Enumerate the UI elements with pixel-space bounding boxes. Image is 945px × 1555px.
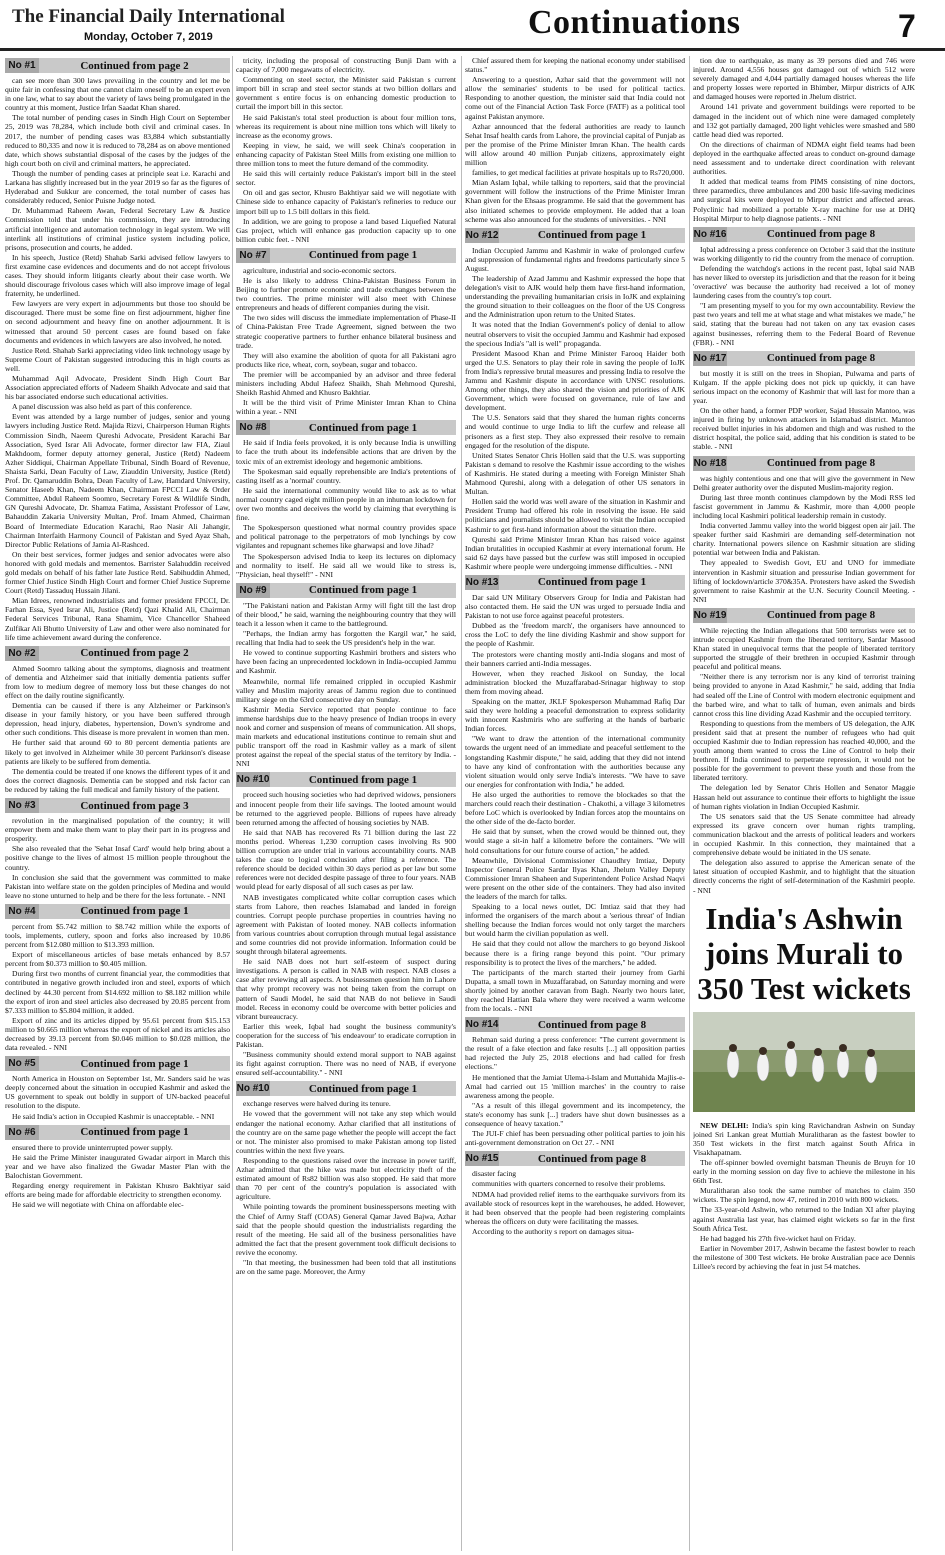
article-paragraph: disaster facing xyxy=(472,1169,517,1179)
article-paragraph: Kashmir Media Service reported that people continue to face immense hardships due to the heavy presence of Indian troops in every nook and corner and suspension of means of communication. All shops, main markets and educational institutions continue to remain shut and public transport off the road in Kashmir valley as a mark of silent protest against the repeal of the special status of the territory by India. - NNI xyxy=(236,704,456,769)
photo-outfield xyxy=(693,1072,915,1112)
article-paragraph: Dar said UN Military Observers Group for India and Pakistan had also contacted them. He said the UN was urged to persuade India and Pakistan to not use force against peaceful protesters. xyxy=(465,592,685,621)
article-paragraph: communities with quarters concerned to resolve their problems. xyxy=(472,1179,666,1189)
story-number: No #3 xyxy=(5,798,39,813)
continued-from-label: Continued from page 1 xyxy=(537,229,647,242)
continued-from-label: Continued from page 8 xyxy=(766,609,876,622)
article-paragraph: On their best services, former judges and senior advocates were also honored with gold medals and mementos. Barrister Salahuddin received gold medals on behalf of his father late Justice Retd. Sabihuddin Ahmed, former Chief Justice Sindh High Court and former Chief Justice Supreme Court (Retd) Tassaduq Hussain Jilani. xyxy=(5,549,230,596)
article-paragraph: India converted Jammu valley into the world biggest open air jail. The speaker further said Kashmiri are demanding self-determination not charity. International powers silence on Kashmir situation are sliding potential war between India and Pakistan. xyxy=(693,521,915,558)
continued-from-label: Continued from page 1 xyxy=(308,421,418,434)
article-paragraph: On the other hand, a former PDP worker, Sajad Hussain Mantoo, was injured in firing by unknown attackers in Islamabad district. Mantoo received bullet injuries in his abdomen and thigh and was rushed to the district hospital, the police said, adding that his condition is stated to be stable. - NNI xyxy=(693,406,915,452)
continued-from-label: Continued from page 1 xyxy=(80,905,189,918)
masthead-rule xyxy=(0,48,945,51)
stories-container xyxy=(693,56,915,895)
column-3 xyxy=(465,56,685,1551)
continuation-header xyxy=(236,248,456,263)
continued-from-label: Continued from page 1 xyxy=(80,1057,189,1070)
story-number: No #15 xyxy=(465,1153,499,1165)
article-paragraph: can see more than 300 laws prevailing in the country and let me be quite fair in confessing that one cannot claim oneself to be an expert even in one law, what to say about the variety of laws being promulgated in the country at this moment, Justice Irfan Saadat Khan shared. xyxy=(5,76,230,113)
article-paragraph: The dementia could be treated if one knows the different types of it and does the correct diagnosis. Dementia can be stopped and risk factor can be reduced by taking the full medical and family history of the patient. xyxy=(5,766,230,794)
article-paragraph: He said the international community would like to ask as to what normal country caged eight million people in an inhuman lockdown for over two months and deceives the world by claiming that everything is fine. xyxy=(236,485,456,523)
continued-from-label: Continued from page 1 xyxy=(537,576,647,589)
article-paragraph: They will also examine the abolition of quota for all Pakistani agro products like rice, wheat, corn, soybean, sugar and tobacco. xyxy=(236,350,456,369)
article-continuation xyxy=(5,646,230,794)
article-paragraph: "We want to draw the attention of the international community towards the urgent need of an immediate and peaceful settlement to the longstanding Kashmir dispute," he said, adding that they did not intend to have any kind of confrontation with the authorities because any violent situation would only serve India's interests. "We have to save our energies for confrontation with India," he added. xyxy=(465,734,685,789)
article-continuation xyxy=(236,1081,456,1276)
article-paragraph: Dubbed as the 'freedom march', the organisers have announced to cross the LoC to defy the line dividing Kashmir and show support for the people of Kashmir. xyxy=(465,621,685,649)
article-paragraph: While pointing towards the prominent businesspersons meeting with the Chief of Army Staff (COAS) General Qamar Javed Bajwa, Azhar said that the people should question the industrialists regarding the result of the meeting. He said all of the business personalities have admitted the fact that the present government took difficult decisions to revive the economy. xyxy=(236,1202,456,1257)
article-paragraph: During first two months of current financial year, the commodities that contributed in negative growth included iron and steel, exports of which declined by 44.30 percent from $14.692 million to $8.182 million while the export of iron and steel articles also decreased by 20.85 percent from $7.333 million to $5.804 million, it added. xyxy=(5,969,230,1015)
story-number: No #18 xyxy=(693,457,727,469)
continued-from-label: Continued from page 8 xyxy=(537,1152,647,1165)
continuation-header xyxy=(5,1056,230,1071)
article-continuation xyxy=(465,56,685,224)
article-paragraph: tion due to earthquake, as many as 39 persons died and 746 were injured. Around 4,556 houses got damaged out of which 512 were severely damaged and 4,044 partially damaged houses whereas the life and property losses were reported in Bhimber, Mirpur districts of AJK and damaged houses were reported in Jhelum district. xyxy=(693,56,915,102)
article-continuation xyxy=(5,58,230,642)
column-divider xyxy=(689,56,690,1551)
article-paragraph: Export of miscellaneous articles of base metals enhanced by 8.57 percent from $0.373 million to $0.405 million. xyxy=(5,950,230,969)
continuation-header xyxy=(5,904,230,919)
story-number: No #14 xyxy=(465,1019,499,1031)
article-paragraph: The Spokesperson questioned what normal country provides space and political patronage to the perpetrators of mob lynchings by cow vigilantes and repugnant schemes like gharwapsi and love Jihad? xyxy=(236,523,456,551)
article-paragraph: During last three month continues clampdown by the Modi RSS led fascist government in Jammu & Kashmir, more than 4,000 people including local Kashmiri political leadership remain in custody. xyxy=(693,492,915,520)
feature-story xyxy=(693,901,915,1272)
article-paragraph: It was noted that the Indian Government's policy of denial to allow neutral observers to visit the occupied Jammu and Kashmir had exposed the specious India's "all is well" propaganda. xyxy=(465,320,685,348)
article-paragraph: "I am presenting myself to you for my own accountability. Review the past two years and tell me at what stage and what mistakes we made," he said, stating that the bureau had not taken on any tax evasion cases against businesses, referring them to the Federal Board of Revenue (FBR). - NNI xyxy=(693,301,915,347)
article-paragraph: Qureshi said Prime Minister Imran Khan has raised voice against Indian brutalities in occupied Kashmir at every international forum. He said 62 days have passed but the curfew was still imposed in occupied Kashmir where people were undergoing immense difficulties. - NNI xyxy=(465,534,685,571)
continued-from-label: Continued from page 2 xyxy=(80,647,189,660)
article-continuation xyxy=(693,351,915,452)
article-paragraph: NDMA had provided relief items to the earthquake survivors from its available stock of resources kept in the warehouses, he added. However, it had been observed that the people had been registering complaints whereas the officers on duty were facilitating the masses. xyxy=(465,1189,685,1226)
column-divider xyxy=(232,56,233,1551)
article-paragraph: The protestors were chanting mostly anti-India slogans and most of their banners carried anti-India messages. xyxy=(465,649,685,668)
story-number: No #6 xyxy=(5,1125,39,1140)
article-paragraph: He vowed to continue supporting Kashmiri brothers and sisters who have been facing an unprecedented lockdown in India-occupied Jammu and Kashmir. xyxy=(236,648,456,676)
continuation-header xyxy=(236,420,456,435)
article-paragraph: She also revealed that the 'Sehat Insaf Card' would help bring about a positive change to the lives of almost 15 million people throughout the country. xyxy=(5,844,230,872)
article-paragraph: Few lawyers are very expert in adjournments but those too should be discouraged. There must be some fine on first adjournment, higher fine on second adjournment and heavy fine on another adjournment. It is witnessed that around 50 percent cases are found based on fake documents and evidences in which lawyers are also involved, he noted. xyxy=(5,299,230,345)
story-number: No #8 xyxy=(236,420,270,435)
article-paragraph: "In that meeting, the businessmen had been told that all institutions are on the same page. Moreover, the Army xyxy=(236,1257,456,1277)
article-continuation xyxy=(693,56,915,223)
column-1 xyxy=(5,56,230,1551)
feature-paragraph: He had bagged his 27th five-wicket haul on Friday. xyxy=(700,1233,856,1243)
story-number: No #10 xyxy=(236,774,270,786)
article-paragraph: Responding to questions from the members of US delegation, the AJK president said that at present the number of refugees who had quit occupied Kashmir due to Indian repression has reached 40,000, and the youth among them wanted to cross the Line of Control to help their brethren. If India continued to perpetrate repression, it would not be possible for the government to prevent these youth and those from the liberated territory. xyxy=(693,718,915,783)
feature-body xyxy=(693,1121,915,1272)
article-paragraph: The participants of the march started their journey from Garhi Dupatta, a small town in Muzaffarabad, on Saturday morning and were shortly joined by another caravan from Bagh. Nearly two hours later, they reached Hattian Bala where they were received a warm welcome from the locals. - NNI xyxy=(465,967,685,1014)
article-paragraph: The U.S. Senators said that they shared the human rights concerns and would continue to urge India to lift the curfew and release all prisoners as a first step. They also expressed their resolve to remain engaged for the resolution of the dispute. xyxy=(465,413,685,450)
issue-date: Monday, October 7, 2019 xyxy=(84,31,213,43)
article-paragraph: "Neither there is any terrorism nor is any kind of terrorist training being provided to anyone in Azad Kashmir," he said, adding that India had sealed off the Line of Control with modern electronic equipment and the barbed wire, and what to talk of human, even animals and birds cannot cross this line dividing Azad Kashmir and the occupied territory. xyxy=(693,672,915,718)
article-continuation xyxy=(693,227,915,347)
article-continuation xyxy=(236,248,456,417)
article-paragraph: In his speech, Justice (Retd) Shahab Sarki advised fellow lawyers to first examine case evidences and documents and do not accept frivolous cases. They should inform litigants clearly about their case worth. We should discourage frivolous cases which will also improve image of legal fraternity, he underlined. xyxy=(5,252,230,299)
continuation-header xyxy=(465,1017,685,1032)
masthead xyxy=(0,0,945,48)
article-paragraph: Chief assured them for keeping the national economy under stabilised status." xyxy=(465,56,685,75)
article-paragraph: On the directions of chairman of NDMA eight field teams had been deployed in the earthquake affected areas to conduct on-ground damage need assessment and to undertake direct coordination with relevant authorities. xyxy=(693,139,915,177)
article-paragraph: President Masood Khan and Prime Minister Farooq Haider both urged the U.S. Senators to play their role in saving the people of IoJK from India's repressive brutal measures and pressing India to resolve the Jammu and Kashmir dispute in accordance with UNSC resolutions. Among other things, they also shared the vision and priorities of AJK Government, which were focused on governance, rule of law and development. xyxy=(465,348,685,413)
article-paragraph: The total number of pending cases in Sindh High Court on September 25, 2019 was 78,284, which include both civil and criminal cases. In 2017, the number of pending cases was 83,884 which substantially reduced to 80,335 and now it is reduced to 78,284 as on above mentioned date, which shows substantial disposal of the cases by the judges of the high court both on civil and criminal matters, he appreciated. xyxy=(5,113,230,168)
article-paragraph: but mostly it is still on the trees in Shopian, Pulwama and parts of Kulgam. If the apple picking does not pick up quickly, it can have serious impact on the economy of Kashmir that will last for more than a year. xyxy=(693,368,915,405)
article-continuation xyxy=(465,575,685,1013)
article-continuation xyxy=(5,798,230,900)
article-paragraph: The Spokesman said equally reprehensible are India's pretentions of casting itself as a 'normal' country. xyxy=(236,466,456,485)
article-paragraph: It added that medical teams from PIMS consisting of nine doctors, three paramedics, three ambulances and 200 basic life-saving medicines and surgical kits were deployed to Mirpur district and affected areas. Polyclinic had mobilized a portable X-ray machine for use at DHQ Hospital Mirpur to help diagnose patients. - NNI xyxy=(693,177,915,223)
photo-stands xyxy=(693,1012,915,1050)
article-paragraph: The JUI-F chief has been persuading other political parties to join his anti-government demonstration on Oct 27. - NNI xyxy=(465,1129,685,1148)
article-paragraph: He said India's action in Occupied Kashmir is unacceptable. - NNI xyxy=(12,1111,215,1121)
article-paragraph: The US senators said that the US Senate committee had already expressed its grave concern over human rights trampling, communication blackout and the arrests of political leaders and workers in occupied Kashmir. In this connection, they maintained that a comprehensive debate would be initiated in the US senate. xyxy=(693,811,915,858)
continued-from-label: Continued from page 8 xyxy=(766,352,876,365)
continuation-header xyxy=(693,351,915,366)
article-continuation xyxy=(5,904,230,1052)
article-paragraph: Dementia can be caused if there is any Alzheimer or Parkinson's disease in your family history, or you have been suffered through depression, head injury, diabetes, hypertension, Down's syndrome and other such conditions. This disease is more prevalent in women than men. xyxy=(5,701,230,738)
continued-from-label: Continued from page 1 xyxy=(308,1082,418,1095)
article-paragraph: Regarding energy requirement in Pakistan Khusro Bakhtiyar said efforts are being made for affordable electricity to strengthen economy. xyxy=(5,1181,230,1200)
article-paragraph: Event was attended by a large number of judges, senior and young lawyers including Justice Retd. Majida Rizvi, Chairperson Human Rights Commission Sindh, Naeem Qureshi Advocate, President Karachi Bar Association, Syed Israr Ali Advocate, former director law FIA, Ziaul Makhdoom, former deputy attorney general, Justice (Retd) Nadeem Azher Siddiqui, Chairman Appellate Tribunal, Sindh Board of Revenue, Shaista Sarki, Dean Faculty of Law, Ziauddin University, Justice (Retd) Prof. Dr. Qamaruddin Bohra, Dean Faculty of Law, Hamdard University, Senator Haseeb Khan, Nadeem Khan, Chairman FPCCI Law & Order Committee, Abdul Raheem Soomro, Secretary Forest & Wildlife Sindh, GN Qureshi Advocate, Dr. Shamza Fatima, Assistant Professor of Law, Bahauddin Zakaria University Multan, Prof. Imam Ahmed, Chairman Board of Intermediate Education Karachi, Rao Nasir Ali Jahangir, Chairman Interfaith Harmony Council of Pakistan and Syed Ayaz Shah, Director Public Relations of Jamia Al-Rashced. xyxy=(5,412,230,549)
article-paragraph: Indian Occupied Jammu and Kashmir in wake of prolonged curfew and suppression of fundamental rights and freedoms particularly since 5 August. xyxy=(465,245,685,273)
article-paragraph: Export of zinc and its articles dipped by 95.61 percent from $15.153 million to $0.665 million whereas the export of nickel and its articles also decreased by 39.13 percent from $0.046 million to $0.028 million, the data revealed. - NNI xyxy=(5,1015,230,1053)
article-paragraph: Around 141 private and government buildings were reported to be damaged in the incident out of which nine were damaged completely and 132 got partially damaged, 200 light vehicles were smashed and 580 cattle head died was reported. xyxy=(693,102,915,139)
article-paragraph: The leadership of Azad Jammu and Kashmir expressed the hope that delegation's visit to AJK would help them have first-hand information, understanding the prevailing humanitarian crisis in IoJK and explaining the ground situation to their colleagues on the floor of the US Congress and the Administration upon return to the United States. xyxy=(465,273,685,320)
article-paragraph: It will be the third visit of Prime Minister Imran Khan to China within a year. - NNI xyxy=(236,398,456,417)
article-paragraph: Meanwhile, normal life remained crippled in occupied Kashmir valley and Muslim majority areas of Jammu region due to continued military siege on the 63rd consecutive day on Sunday. xyxy=(236,676,456,704)
article-paragraph: Though the number of pending cases at principle seat i.e. Karachi and Larkana has slightly increased but in the year 2019 so far as the figures of Hyderabad and Sukkur are concerned, the total number of cases has considerably reduced, Senior Puisne Judge noted. xyxy=(5,168,230,206)
article-paragraph: A panel discussion was also held as part of this conference. xyxy=(12,402,192,412)
article-continuation xyxy=(465,1151,685,1236)
article-paragraph: North America in Houston on September 1st, Mr. Sanders said he was deeply concerned about the situation in occupied Kashmir and asked the US government to speak out boldly in support of UN-backed peaceful resolution to the dispute. xyxy=(5,1074,230,1111)
article-continuation xyxy=(236,772,456,1077)
continued-from-label: Continued from page 8 xyxy=(766,228,876,241)
article-paragraph: was highly contentious and one that will give the government in New Delhi greater authority over the disputed Muslim-majority region. xyxy=(693,473,915,492)
continuation-header xyxy=(693,456,915,471)
article-paragraph: exchange reserves were halved during its tenure. xyxy=(243,1099,391,1109)
article-paragraph: proceed such housing societies who had deprived widows, pensioners and innocent people from their life savings. The looted amount would be returned to the aggrieved people. Billions of rupees have already been returned among the affected of housing societies by NAB. xyxy=(236,790,456,827)
feature-headline: India's Ashwin joins Murali to 350 Test wickets xyxy=(697,900,911,1006)
article-paragraph: "The Pakistani nation and Pakistan Army will fight till the last drop of their blood," he said, warning the neighbouring country that they will teach it a lesson when it came to the battleground. xyxy=(236,600,456,628)
article-paragraph: He said that NAB has recovered Rs 71 billion during the last 22 months period. Whereas 1,230 corruption cases involving Rs 900 billion corruption are under trial in various accountability courts. NAB takes the case to logical conclusion after filing a reference. The reference should be decided within 30 days period as per law but some references were not decided despite passage of three to four years. NAB would plead for early disposal of all such cases as per law. xyxy=(236,827,456,892)
article-continuation xyxy=(5,1056,230,1120)
article-paragraph: He said we will negotiate with China on affordable elec- xyxy=(12,1200,184,1210)
article-paragraph: Ahmed Soomro talking about the symptoms, diagnosis and treatment of dementia and Alzheimer said that initially dementia patients suffer from low to medium degree of memory loss but these changes do not effect on the daily routine significantly. xyxy=(5,663,230,700)
article-paragraph: He said that they could not allow the marchers to go beyond Jiskool because there is a firing range beyond this point. "Our primary responsibility is to protect the lives of the marchers," he added. xyxy=(465,939,685,967)
continuation-header xyxy=(5,646,230,661)
story-number: No #17 xyxy=(693,352,727,364)
article-paragraph: The delegation also assured to apprise the American senate of the latest situation of occupied Kashmir, and to highlight that the situation directly concerns the right of self-determination of the Kashmiri people. - NNI xyxy=(693,858,915,895)
continuation-header xyxy=(5,58,230,73)
article-paragraph: agriculture, industrial and socio-economic sectors. xyxy=(243,265,397,275)
article-continuation xyxy=(5,1125,230,1210)
article-paragraph: The two sides will discuss the immediate implementation of Phase-II of China-Pakistan Free Trade Agreement, signed between the two strategic cooperative partners to further enhance bilateral business and trade. xyxy=(236,313,456,350)
article-paragraph: He also urged the authorities to remove the blockades so that the marchers could reach their destination - Chakothi, a village 3 kilometres before LoC which is overlooked by Indian forces atop the mountains on the other side of the de-facto border. xyxy=(465,789,685,827)
story-number: No #13 xyxy=(465,576,499,588)
article-paragraph: He said if India feels provoked, it is only because India is unwilling to face the truth about its indefensible actions that are driven by the toxic mix of an extremist ideology and hegemonic ambitions. xyxy=(236,438,456,466)
continued-from-label: Continued from page 8 xyxy=(537,1018,647,1031)
article-paragraph: According to the authority s report on damages situa- xyxy=(472,1226,634,1236)
article-paragraph: percent from $5.742 million to $8.742 million while the exports of tools, implements, cutlery, spoon and forks also increased by 10.86 percent from $12.080 million to $13.393 million. xyxy=(5,921,230,950)
feature-paragraph: The off-spinner bowled overnight batsman Theunis de Bruyn for 10 early in the morning session on day five to achieve the milestone in his 66th Test. xyxy=(693,1157,915,1186)
article-paragraph: Azhar announced that the federal authorities are ready to launch Sehat Insaf health cards from Lahore, the provincial capital of Punjab as per the promise of the Prime Minister Imran Khan. The health cards will allow around 40 million Punjab citizens, approximately eight million xyxy=(465,121,685,168)
story-number: No #9 xyxy=(236,583,270,598)
article-continuation xyxy=(465,1017,685,1147)
article-paragraph: "Business community should extend moral support to NAB against its fight against corruption. There was no need of NAB, if everyone ensured self-accountability." - NNI xyxy=(236,1050,456,1078)
continuation-header xyxy=(5,1125,230,1140)
article-paragraph: tricity, including the proposal of constructing Bunji Dam with a capacity of 7,000 megawatts of electricity. xyxy=(236,56,456,75)
article-paragraph: Meanwhile, Divisional Commissioner Chaudhry Imtiaz, Deputy Inspector General Police Sardar Ilyas Khan, Jhelum Valley Deputy Commissioner Imran Shaheen and Superintendent Police Arshad Naqvi were present on the other side of the containers. They had also invited the leaders of the march for talks. xyxy=(465,855,685,901)
article-paragraph: Justice Retd. Shahab Sarki appreciating video link technology usage by Supreme Court of Pakistan suggested introducing this in high courts as well. xyxy=(5,345,230,373)
article-paragraph: He mentioned that the Jamiat Ulema-i-Islam and Muttahida Majlis-e-Amal had carried out 15 'million marches' in the country to raise awareness among the people. xyxy=(465,1072,685,1100)
article-paragraph: Keeping in view, he said, we will seek China's cooperation in enhancing capacity of Pakistan Steel Mills from existing one million to three million tons to meet the future demand of the commodity. xyxy=(236,140,456,169)
article-paragraph: Defending the watchdog's actions in the recent past, Iqbal said NAB has never liked to overstep its jurisdiction and that the reason for it being 'overactive' was because the authority had received a lot of money laundering cases from the country's top court. xyxy=(693,263,915,301)
feature-paragraph: The 33-year-old Ashwin, who returned to the Indian XI after playing against Australia last year, has claimed eight wickets so far in the first South Africa Test. xyxy=(693,1205,915,1233)
article-paragraph: Rehman said during a press conference: "The current government is the result of a fake election and fake results [...] all opposition parties had rejected the July 25, 2018 elections and had called for fresh elections." xyxy=(465,1035,685,1072)
article-paragraph: Mian Idrees, renowned industrialists and former president FPCCI, Dr. Farhan Essa, Syed Israr Ali, Justice (Retd) Qazi Khalid Ali, Chairman Federal Services Tribunal, Rana Shamim, Vice Chancellor Shaheed Zulfikar Ali Bhutto University of Law and other were also nominated for life time achievement award during the conference. xyxy=(5,596,230,642)
article-paragraph: Responding to the questions raised over the increase in power tariff, Azhar admitted that the hike was made but electricity theft of the estimated amount of Rs82 billion was also stopped. He said that more than 70 per cent of the country's population is associated with agriculture. xyxy=(236,1155,456,1202)
article-paragraph: Dr. Muhammad Raheem Awan, Federal Secretary Law & Justice Commission told that under his commission, they are introducing artificial intelligence and automation technology in legal system. We will interlink all institutions of criminal justice system including police, prisons, prosecution and courts, he added. xyxy=(5,206,230,252)
article-continuation xyxy=(465,228,685,571)
article-paragraph: Muhammad Aqil Advocate, President Sindh High Court Bar Association appreciated efforts of Nadeem Shaikh Advocate and said that his bar associated endorse such educational activities. xyxy=(5,374,230,402)
article-paragraph: In addition, we are going to propose a land based Liquefied Natural Gas project, which will enhance gas production capacity up to one billion cubic feet. - NNI xyxy=(236,216,456,244)
story-number: No #5 xyxy=(5,1056,39,1071)
continuation-header xyxy=(236,1081,456,1096)
article-paragraph: He said Pakistan's total steel production is about four million tons, whereas its requirement is about nine million tons which will likely to increase as the economy grows. xyxy=(236,112,456,140)
article-paragraph: Earlier this week, Iqbal had sought the business community's cooperation for the success of 'his endeavour' to eradicate corruption in Pakistan. xyxy=(236,1021,456,1049)
page-number: 7 xyxy=(898,8,916,44)
article-paragraph: Mian Aslam Iqbal, while talking to reporters, said that the provincial government will follow the instructions of the Prime Minister Imran Khan given for the Ehsaas programme. He said that the government has also initiated schemes to provide employment. He added that a loan scheme was also announced for the students of universities. - NNI xyxy=(465,178,685,224)
story-number: No #16 xyxy=(693,228,727,240)
continued-from-label: Continued from page 8 xyxy=(766,457,876,470)
feature-paragraph: Muralitharan also took the same number of matches to claim 350 wickets. The spin legend, now 47, retired in 2010 with 800 wickets. xyxy=(693,1186,915,1205)
article-paragraph: On oil and gas sector, Khusro Bakhtiyar said we will negotiate with Chinese side to enhance capacity of Pakistan's refineries to reduce our import bill up to 1.5 bill dollars in this field. xyxy=(236,188,456,216)
article-paragraph: He further said that around 60 to 80 percent dementia patients are likely to get involved in Alzheimer while 30 percent Parkinson's disease patients are likely to be suffered from dementia. xyxy=(5,738,230,766)
article-paragraph: While rejecting the Indian allegations that 500 terrorists were set to intrude occupied Kashmir from the liberated territory, Sardar Masood Khan stated in unequivocal terms that the people of liberated territory supported the struggle of their brethren in occupied Kashmir through peaceful and political means. xyxy=(693,625,915,672)
article-continuation xyxy=(236,420,456,578)
article-paragraph: revolution in the marginalised population of the country; it will empower them and make them want to play their part in its progress and prosperity. xyxy=(5,816,230,844)
article-continuation xyxy=(236,56,456,244)
feature-paragraph: NEW DELHI: India's spin king Ravichandran Ashwin on Sunday joined Sri Lankan great Muttiah Muralitharan as the fastest bowler to 350 Test wickets in the first match against South Africa in Visakhapatnam. xyxy=(693,1120,915,1157)
story-number: No #19 xyxy=(693,609,727,621)
article-paragraph: Speaking on the matter, JKLF Spokesperson Muhammad Rafiq Dar said they were holding a peaceful demonstration to express solidarity with innocent Kashmiris who are suffering at the hands of barbaric Indian forces. xyxy=(465,697,685,734)
article-paragraph: However, when they reached Jiskool on Sunday, the local administration blocked the Muzaffarabad-Srinagar highway to stop them from moving ahead. xyxy=(465,668,685,696)
paper-name: The Financial Daily International xyxy=(12,6,285,27)
section-title: Continuations xyxy=(528,4,741,41)
article-paragraph: He vowed that the government will not take any step which would endanger the national economy. Azhar clarified that all institutions of the country are on the same page whether the people will accept the fact or not. The minister also promised to make Pakistan among top listed countries within the next five years. xyxy=(236,1109,456,1155)
article-paragraph: The Spokesperson advised India to keep its lectures on diplomacy and normality to itself. He said all we would like to stress is, "Physician, heal thyself!" - NNI xyxy=(236,551,456,579)
article-paragraph: "As a result of this illegal government and its incompetency, the state's economy has sunk [...] traders have shut down businesses as a consequence of heavy taxation." xyxy=(465,1100,685,1129)
continuation-header xyxy=(236,772,456,787)
article-continuation xyxy=(693,608,915,895)
article-paragraph: United States Senator Chris Hollen said that the U.S. was supporting Pakistan s demand to resolve the Kashmir issue according to the wishes of Kashmiris. He stated during a meeting with Foreign Minister Shah Mahmood Qureshi, along with a delegation of other US senators in Multan. xyxy=(465,450,685,497)
continued-from-label: Continued from page 1 xyxy=(308,584,418,597)
story-number: No #4 xyxy=(5,904,39,919)
continued-from-label: Continued from page 1 xyxy=(80,1126,189,1139)
article-paragraph: They appealed to Swedish Govt, EU and UNO for immediate intervention in Kashmir situation and pressurise Indian government for lifting of lockdown/article 370&35A. Protesters have asked the Swedish government to raise Kashmir at the U.N. Security Council Meeting. - NNI xyxy=(693,558,915,604)
story-number: No #12 xyxy=(465,229,499,241)
article-paragraph: In conclusion she said that the government was committed to make Pakistan into welfare state on the golden principles of Medina and would leave no stone unturned to help and be there for the less fortunate. - NNI xyxy=(5,872,230,900)
article-paragraph: ensured there to provide uninterrupted power supply. xyxy=(12,1142,173,1152)
article-paragraph: "Perhaps, the Indian army has forgotten the Kargil war," he said, recalling that India had to seek the US president's help in the war. xyxy=(236,629,456,648)
article-paragraph: families, to get medical facilities at private hospitals up to Rs720,000. xyxy=(472,168,685,178)
article-paragraph: Commenting on steel sector, the Minister said Pakistan s current import bill in scrap and steel sector stands at two billion dollars and government s entire focus is on enhancing domestic production to curtail the import bill in this sector. xyxy=(236,75,456,112)
continued-from-label: Continued from page 2 xyxy=(80,59,189,72)
story-number: No #2 xyxy=(5,646,39,661)
continuation-header xyxy=(465,575,685,590)
article-paragraph: Hollen said the world was well aware of the situation in Kashmir and President Trump had offered his role in resolving the issue. He said politicians and journalists should be allowed to visit the Indian occupied Kashmir to get first-hand information about the situation there. xyxy=(465,497,685,534)
story-number: No #7 xyxy=(236,248,270,263)
continued-from-label: Continued from page 3 xyxy=(80,799,189,812)
continued-from-label: Continued from page 1 xyxy=(308,249,418,262)
continuation-header xyxy=(693,608,915,623)
feature-paragraph: Earlier in November 2017, Ashwin became the fastest bowler to reach the milestone of 300 Test wickets. He broke Australian pace ace Dennis Lillee's record by achieving the feat in just 54 matches. xyxy=(693,1243,915,1271)
story-number: No #10 xyxy=(236,1083,270,1095)
article-paragraph: Iqbal addressing a press conference on October 3 said that the institute was working diligently to rid the country from the menace of corruption. xyxy=(693,244,915,263)
continuation-header xyxy=(465,1151,685,1166)
article-paragraph: The delegation led by Senator Chris Hollen and Senator Maggie Hassan held out assurance to continue their efforts to highlight the issue of human rights violation in Indian Occupied Kashmir. xyxy=(693,783,915,811)
article-continuation xyxy=(693,456,915,604)
article-paragraph: He said this will certainly reduce Pakistan's import bill in the steel sector. xyxy=(236,169,456,188)
column-4 xyxy=(693,56,915,1551)
column-2 xyxy=(236,56,456,1551)
article-paragraph: Speaking to a local news outlet, DC Imtiaz said that they had informed the organisers of the march about a 'serious threat' of Indian shelling because the Indian forces would not only target the marchers but would harm the civilian population as well. xyxy=(465,902,685,939)
column-divider xyxy=(461,56,462,1551)
article-paragraph: The premier will be accompanied by an advisor and three federal ministers including Abdul Hafeez Shaikh, Shah Mehmood Qureshi, Sheikh Rashid Ahmed and Khusro Bakhtiar. xyxy=(236,369,456,398)
continuation-header xyxy=(693,227,915,242)
story-number: No #1 xyxy=(5,58,39,73)
continuation-header xyxy=(236,583,456,598)
continuation-header xyxy=(5,798,230,813)
article-paragraph: He is also likely to address China-Pakistan Business Forum in Beijing to further promote economic and trade exchanges between the two countries. The prime minister will also meet with Chinese entrepreneurs and heads of different companies during the visit. xyxy=(236,275,456,313)
article-paragraph: NAB investigates complicated white collar corruption cases which starts from Lahore, then reaches Islamabad and landed in foreign countries. Corrupt people purchase properties in countries having no agreement with Pakistan of looted money. NAB collects information from various countries about corruption through mutual legal assistance and some countries did not provide information. Information could be sought through bilateral agreements. xyxy=(236,892,456,957)
article-paragraph: He said the Prime Minister inaugurated Gwadar airport in March this year and we have also finalized the Gwadar Master Plan with the Balochistan Government. xyxy=(5,1152,230,1180)
article-paragraph: He said that by sunset, when the crowd would be thinned out, they would stage a sit-in half a kilometre before the containers. "We will hold consultations for our future course of action," he added. xyxy=(465,827,685,855)
article-paragraph: He said NAB does not hurt self-esteem of suspect during investigations. A person is called in NAB with respect. NAB closes a case after reviewing all aspects. A businessmen question him in Lahore that why prompt recovery was not being taken from the corrupt on pattern of Saudi Model, he said that NAB do not believe in Saudi model. Recess in economy could be overcome with better policies and vibrant bureaucracy. xyxy=(236,957,456,1021)
feature-dateline: NEW DELHI: xyxy=(700,1120,749,1130)
cricket-photo xyxy=(693,1012,915,1112)
continued-from-label: Continued from page 1 xyxy=(308,773,418,786)
article-paragraph: Answering to a question, Azhar said that the government will not allow the seminaries' students to be used for political tactics. Responding to another question, the minister said that India could not come out of the Financial Action Task Force (FATF) as a political tool against Pakistan anymore. xyxy=(465,75,685,121)
article-continuation xyxy=(236,583,456,769)
continuation-header xyxy=(465,228,685,243)
